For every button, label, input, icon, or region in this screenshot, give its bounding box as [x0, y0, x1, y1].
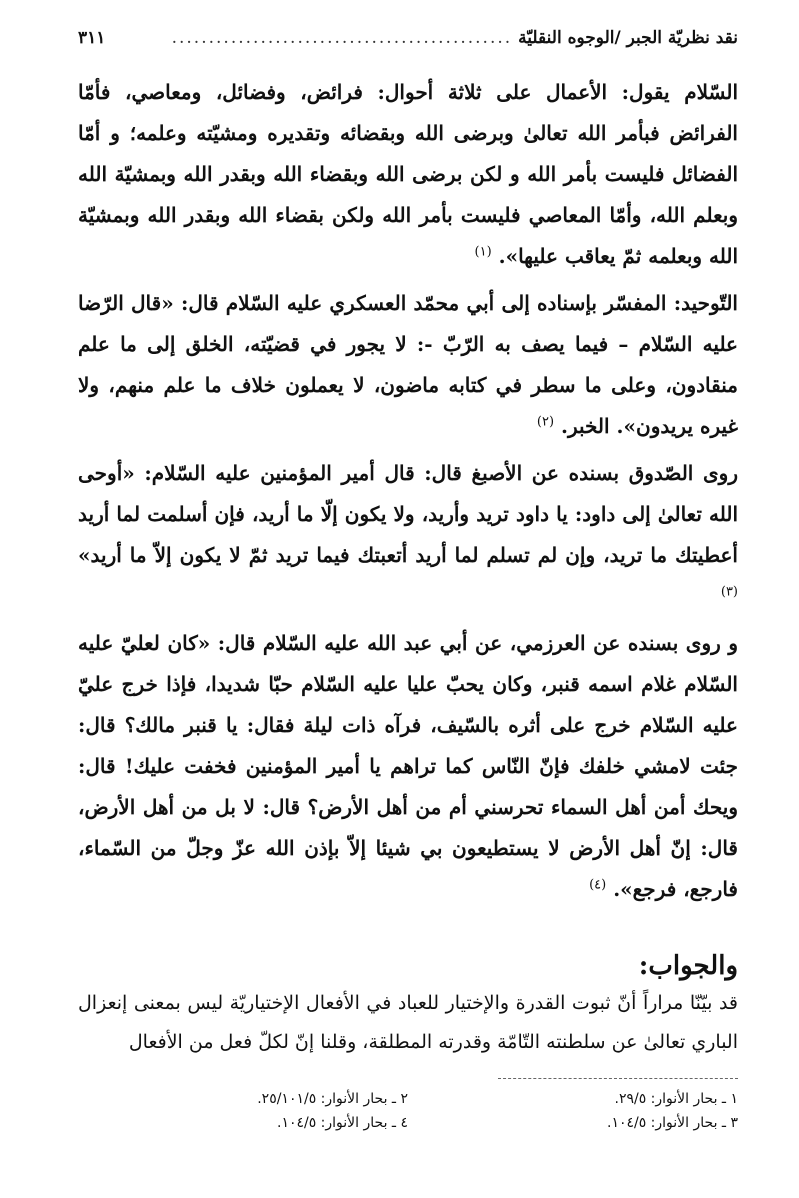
- footnote-4: ٤ ـ بحار الأنوار: ١٠٤/٥.: [276, 1115, 408, 1131]
- footnote-divider: [498, 1078, 738, 1079]
- paragraph-text: روى الصّدوق بسنده عن الأصبغ قال: قال أمير المؤمنين عليه السّلام: «أوحى الله تعالىٰ إلى داود: يا داود تريد وأريد، ولا يكون إلّا ما أريد، فإن أسلمت لما أريد أعطيتك ما تريد، وإن لم تسلم لما أريد أتعبتك فيما تريد ثمّ لا يكون إلاّ ما أريد»: [78, 461, 738, 567]
- footnote-1: ١ ـ بحار الأنوار: ٢٩/٥.: [614, 1091, 738, 1107]
- paragraph-text: و روى بسنده عن العرزمي، عن أبي عبد الله عليه السّلام قال: «كان لعليّ عليه السّلام غلام اسمه قنبر، وكان يحبّ عليا عليه السّلام حبّا شديدا، فإذا خرج عليّ عليه السّلام خرج على أثره بالسّيف، فرآه ذات ليلة فقال: يا قنبر مالك؟ قال: جئت لامشي خلفك فإنّ النّاس كما تراهم يا أمير المؤمنين فخفت عليك! قال: ويحك أمن أهل السماء تحرسني أم من أهل الأرض؟ قال: لا بل من أهل الأرض، قال: إنّ أهل الأرض لا يستطيعون بي شيئا إلاّ بإذن الله عزّ وجلّ من السّماء، فارجع، فرجع».: [78, 631, 738, 901]
- body-text: [78, 72, 738, 910]
- footnote-3: ٣ ـ بحار الأنوار: ١٠٤/٥.: [606, 1115, 738, 1131]
- footnote-2: ٢ ـ بحار الأنوار: ٢٥/١٠١/٥.: [257, 1091, 408, 1107]
- paragraph-text: السّلام يقول: الأعمال على ثلاثة أحوال: فرائض، وفضائل، ومعاصي، فأمّا الفرائض فبأمر الله تعالىٰ وبرضى الله وبقضائه وتقديره ومشيّته وعلمه؛ و أمّا الفضائل فليست بأمر الله و لكن برضى الله وبقضاء الله وبقدر الله وبمشيّة الله وبعلم الله، وأمّا المعاصي فليست بأمر الله ولكن بقضاء الله وبقدر الله وبمشيّة الله وبعلمه ثمّ يعاقب عليها».: [78, 80, 738, 268]
- answer-heading: والجواب:: [638, 951, 738, 981]
- leader-dots: ..............................................: [171, 28, 513, 48]
- paragraph-4: [78, 623, 738, 910]
- paragraph-1: [78, 72, 738, 277]
- footnote-ref: (٣): [720, 584, 738, 600]
- paragraph-3: [78, 453, 738, 617]
- footnote-ref: (٤): [589, 877, 607, 893]
- page-number: ٣١١: [78, 28, 106, 48]
- running-header: [78, 28, 738, 58]
- book-page: [78, 28, 738, 1133]
- running-title: نقد نظريّة الجبر /الوجوه النقليّة: [518, 28, 738, 48]
- paragraph-text: التّوحيد: المفسّر بإسناده إلى أبي محمّد العسكري عليه السّلام قال: «قال الرّضا عليه السّلام – فيما يصف به الرّبّ -: لا يجور في قضيّته، الخلق إلى ما علم منقادون، وعلى ما سطر في كتابه ماضون، لا يعملون خلاف ما علم منهم، ولا غيره يريدون». الخبر.: [78, 291, 738, 438]
- footnotes: [78, 1089, 738, 1133]
- answer-paragraph: قد بيّنّا مراراً أنّ ثبوت القدرة والإختيار للعباد في الأفعال الإختياريّة ليس بمعنى إنعزال الباري تعالىٰ عن سلطنته التّامّة وقدرته المطلقة، وقلنا إنّ لكلّ فعل من الأفعال: [78, 992, 738, 1053]
- footnote-ref: (٢): [536, 414, 555, 430]
- paragraph-2: [78, 283, 738, 447]
- footnote-ref: (١): [474, 244, 492, 260]
